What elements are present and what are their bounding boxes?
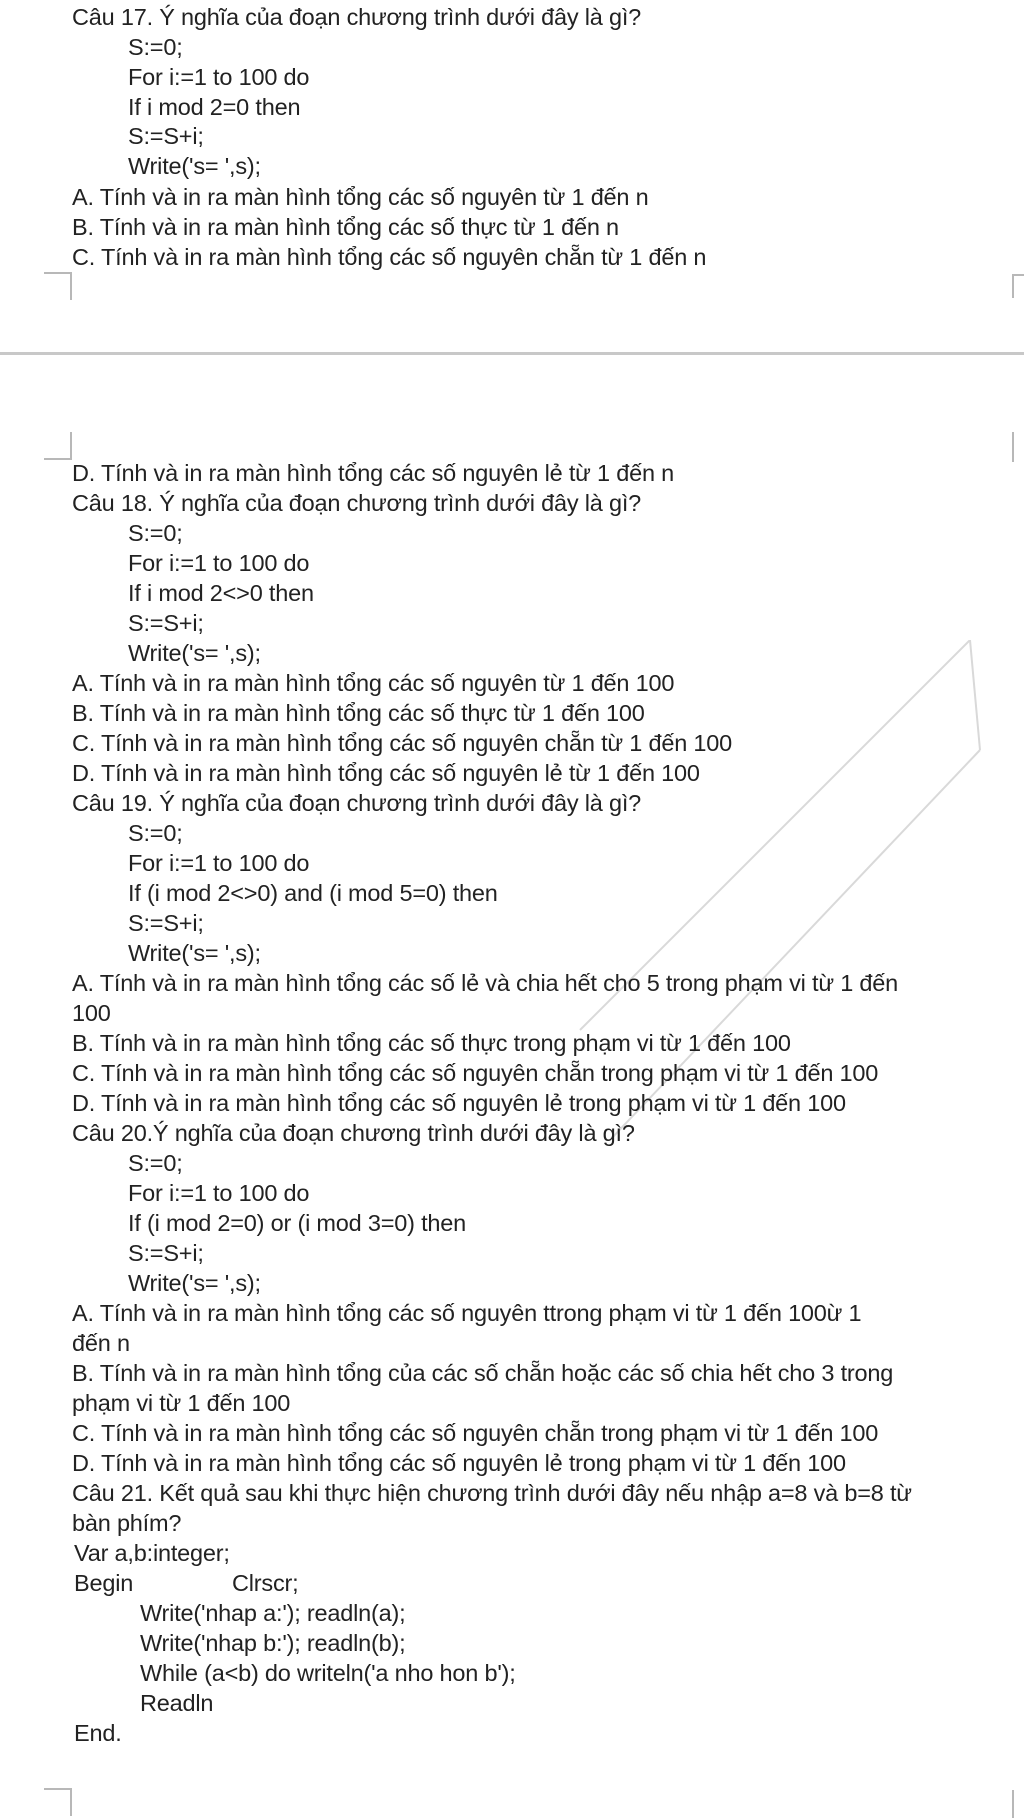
code-line: S:=S+i; xyxy=(128,610,204,636)
code-line: S:=S+i; xyxy=(128,1240,204,1266)
crop-mark xyxy=(1012,432,1024,462)
code-line: If (i mod 2<>0) and (i mod 5=0) then xyxy=(128,880,498,906)
option-a-continued: 100 xyxy=(72,1000,111,1026)
code-line: S:=S+i; xyxy=(128,123,204,149)
option-b: B. Tính và in ra màn hình tổng các số thực trong phạm vi từ 1 đến 100 xyxy=(72,1030,791,1056)
program-line: Var a,b:integer; xyxy=(74,1540,230,1566)
option-a: A. Tính và in ra màn hình tổng các số nguyên ttrong phạm vi từ 1 đến 100ừ 1 xyxy=(72,1300,862,1326)
code-line: For i:=1 to 100 do xyxy=(128,1180,310,1206)
option-c: C. Tính và in ra màn hình tổng các số nguyên chẵn từ 1 đến 100 xyxy=(72,730,733,756)
option-a-continued: đến n xyxy=(72,1330,130,1356)
option-d: D. Tính và in ra màn hình tổng các số nguyên lẻ từ 1 đến 100 xyxy=(72,760,700,786)
code-line: S:=0; xyxy=(128,34,183,60)
option-b: B. Tính và in ra màn hình tổng các số thực từ 1 đến n xyxy=(72,214,619,240)
crop-mark xyxy=(1012,274,1024,298)
question-20-title: Câu 20.Ý nghĩa của đoạn chương trình dưới đây là gì? xyxy=(72,1120,635,1146)
code-line: For i:=1 to 100 do xyxy=(128,550,310,576)
option-a: A. Tính và in ra màn hình tổng các số lẻ và chia hết cho 5 trong phạm vi từ 1 đến xyxy=(72,970,899,996)
program-line: Write('nhap b:'); readln(b); xyxy=(140,1630,406,1656)
code-line: S:=S+i; xyxy=(128,910,204,936)
question-21-title: Câu 21. Kết quả sau khi thực hiện chương trình dưới đây nếu nhập a=8 và b=8 từ xyxy=(72,1480,912,1506)
code-line: Write('s= ',s); xyxy=(128,1270,261,1296)
crop-mark xyxy=(1012,1790,1024,1818)
option-d: D. Tính và in ra màn hình tổng các số nguyên lẻ từ 1 đến n xyxy=(72,460,675,486)
option-c: C. Tính và in ra màn hình tổng các số nguyên chẵn trong phạm vi từ 1 đến 100 xyxy=(72,1060,879,1086)
program-line: Clrscr; xyxy=(232,1570,299,1596)
code-line: If (i mod 2=0) or (i mod 3=0) then xyxy=(128,1210,467,1236)
question-17-title: Câu 17. Ý nghĩa của đoạn chương trình dưới đây là gì? xyxy=(72,4,642,30)
code-line: Write('s= ',s); xyxy=(128,153,261,179)
question-19-title: Câu 19. Ý nghĩa của đoạn chương trình dưới đây là gì? xyxy=(72,790,642,816)
option-a: A. Tính và in ra màn hình tổng các số nguyên từ 1 đến n xyxy=(72,184,649,210)
option-a: A. Tính và in ra màn hình tổng các số nguyên từ 1 đến 100 xyxy=(72,670,675,696)
code-line: S:=0; xyxy=(128,1150,183,1176)
page-gap xyxy=(0,300,1024,418)
code-line: If i mod 2=0 then xyxy=(128,94,301,120)
code-line: For i:=1 to 100 do xyxy=(128,850,310,876)
option-c: C. Tính và in ra màn hình tổng các số nguyên chẵn trong phạm vi từ 1 đến 100 xyxy=(72,1420,879,1446)
option-d: D. Tính và in ra màn hình tổng các số nguyên lẻ trong phạm vi từ 1 đến 100 xyxy=(72,1090,846,1116)
option-d: D. Tính và in ra màn hình tổng các số nguyên lẻ trong phạm vi từ 1 đến 100 xyxy=(72,1450,846,1476)
crop-mark xyxy=(44,1788,72,1816)
program-line: End. xyxy=(74,1720,122,1746)
code-line: Write('s= ',s); xyxy=(128,640,261,666)
program-line: Readln xyxy=(140,1690,214,1716)
code-line: If i mod 2<>0 then xyxy=(128,580,314,606)
crop-mark xyxy=(44,432,72,460)
option-b: B. Tính và in ra màn hình tổng của các số chẵn hoặc các số chia hết cho 3 trong xyxy=(72,1360,894,1386)
page-divider xyxy=(0,352,1024,355)
option-c: C. Tính và in ra màn hình tổng các số nguyên chẵn từ 1 đến n xyxy=(72,244,707,270)
code-line: S:=0; xyxy=(128,820,183,846)
crop-mark xyxy=(44,272,72,300)
program-line: Write('nhap a:'); readln(a); xyxy=(140,1600,406,1626)
code-line: S:=0; xyxy=(128,520,183,546)
program-line: While (a<b) do writeln('a nho hon b'); xyxy=(140,1660,516,1686)
option-b-continued: phạm vi từ 1 đến 100 xyxy=(72,1390,291,1416)
code-line: For i:=1 to 100 do xyxy=(128,64,310,90)
program-line: Begin xyxy=(74,1570,134,1596)
question-18-title: Câu 18. Ý nghĩa của đoạn chương trình dưới đây là gì? xyxy=(72,490,642,516)
option-b: B. Tính và in ra màn hình tổng các số thực từ 1 đến 100 xyxy=(72,700,645,726)
question-21-title-continued: bàn phím? xyxy=(72,1510,182,1536)
code-line: Write('s= ',s); xyxy=(128,940,261,966)
